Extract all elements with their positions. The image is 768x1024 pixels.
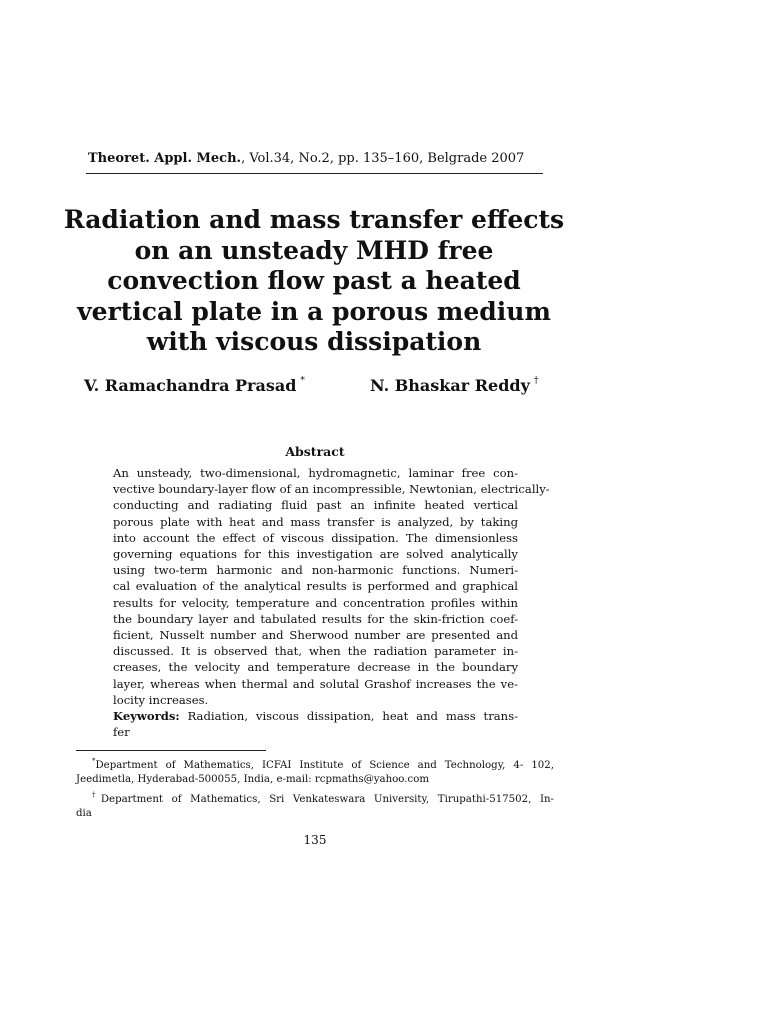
author-name: N. Bhaskar Reddy <box>370 376 530 395</box>
page-number: 135 <box>303 833 327 847</box>
footnote-rule <box>76 750 266 751</box>
footnote-mark: * <box>92 757 96 765</box>
abstract-line: discussed. It is observed that, when the radiation parameter in- <box>113 644 518 659</box>
abstract-line: governing equations for this investigation are solved analytically <box>113 547 518 562</box>
footnote-1 <box>76 754 554 773</box>
keywords-line-continued: fer <box>113 725 130 740</box>
abstract-line: conducting and radiating fluid past an infinite heated vertical <box>113 498 518 513</box>
abstract-line: porous plate with heat and mass transfer is analyzed, by taking <box>113 514 518 529</box>
footnote-mark: † <box>92 790 101 799</box>
abstract-line: An unsteady, two-dimensional, hydromagnetic, laminar free con- <box>113 466 518 480</box>
title-line: Radiation and mass transfer effects <box>63 205 565 234</box>
title-line: with viscous dissipation <box>146 327 482 356</box>
paper-title <box>60 205 568 358</box>
title-line: vertical plate in a porous medium <box>77 296 551 326</box>
abstract-line: ficient, Nusselt number and Sherwood number are presented and <box>113 628 518 643</box>
abstract-line: locity increases. <box>113 692 209 707</box>
abstract-line: results for velocity, temperature and concentration profiles within <box>113 595 518 610</box>
title-line: convection flow past a heated <box>107 266 521 295</box>
keywords-text: Radiation, viscous dissipation, heat and mass trans- <box>179 709 518 724</box>
footnote-2 <box>76 788 554 807</box>
author-footnote-mark: † <box>533 376 539 386</box>
journal-citation <box>88 151 548 166</box>
footnote-text: Department of Mathematics, Sri Venkateswara University, Tirupathi-517502, In- <box>100 793 554 805</box>
keywords-label: Keywords: <box>113 709 180 724</box>
author-footnote-mark: * <box>300 376 305 386</box>
journal-volume-info: , Vol.34, No.2, pp. 135–160, Belgrade 2007 <box>241 151 525 166</box>
abstract-line: using two-term harmonic and non-harmonic functions. Numeri- <box>113 563 518 578</box>
author-2 <box>370 376 538 395</box>
abstract-heading: Abstract <box>285 444 345 459</box>
abstract-line: creases, the velocity and temperature decrease in the boundary <box>113 660 518 675</box>
author-name: V. Ramachandra Prasad <box>84 376 297 395</box>
abstract-line: the boundary layer and tabulated results for the skin-friction coef- <box>113 611 518 626</box>
title-line: on an unsteady MHD free <box>134 235 494 265</box>
abstract-line: cal evaluation of the analytical results is performed and graphical <box>113 579 518 594</box>
keywords-line <box>113 708 518 724</box>
abstract-line: into account the effect of viscous dissipation. The dimensionless <box>113 530 518 545</box>
abstract-line: layer, whereas when thermal and solutal Grashof increases the ve- <box>113 676 518 691</box>
abstract-line: vective boundary-layer flow of an incompressible, Newtonian, electrically- <box>113 482 550 497</box>
footnote-1-continued: Jeedimetla, Hyderabad-500055, India, e-mail: rcpmaths@yahoo.com <box>76 774 429 786</box>
footnotes <box>76 754 554 822</box>
header-rule <box>86 173 543 174</box>
journal-name: Theoret. Appl. Mech. <box>88 151 242 166</box>
footnote-2-continued: dia <box>76 808 92 820</box>
author-1 <box>84 376 305 395</box>
abstract-body <box>113 465 550 740</box>
footnote-text: Department of Mathematics, ICFAI Institute of Science and Technology, 4- 102, <box>95 760 554 771</box>
